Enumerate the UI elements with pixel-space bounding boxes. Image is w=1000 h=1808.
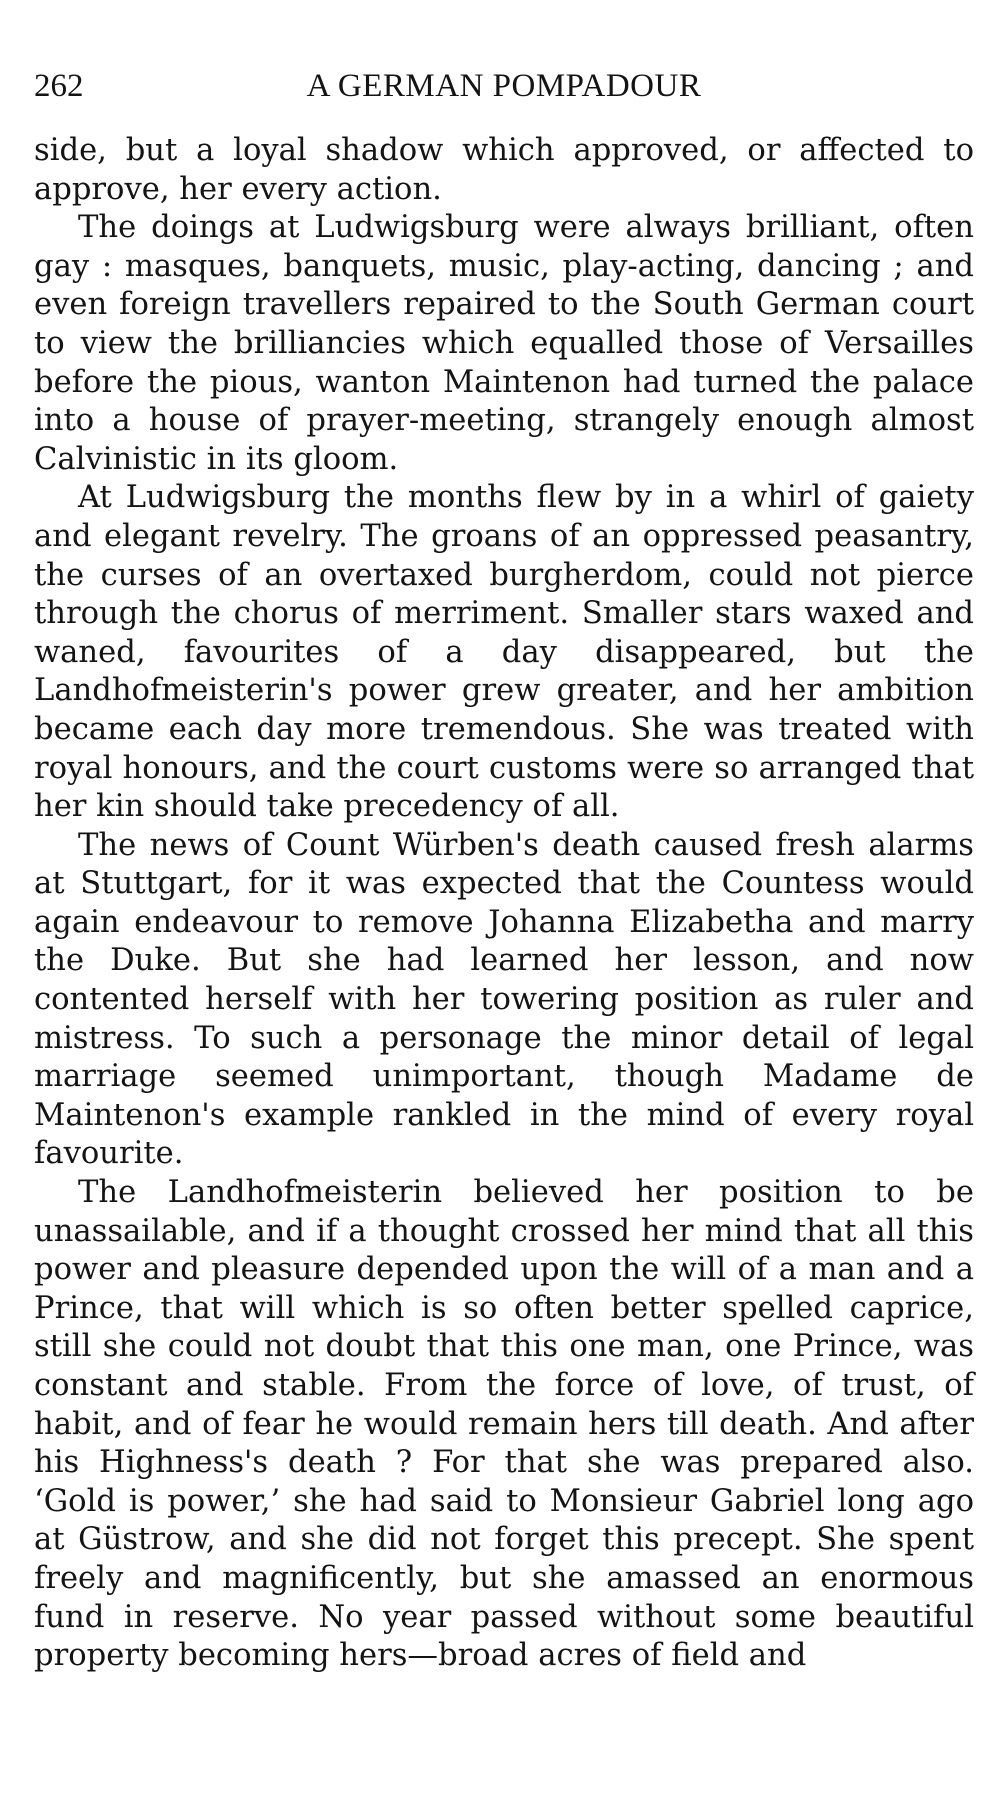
paragraph-continuation: side, but a loyal shadow which approved, or affected to approve, her every action. [34, 133, 974, 207]
paragraph-ludwigsburg-months: At Ludwigsburg the months flew by in a whirl of gaiety and elegant revelry. The groans of an oppressed peasantry, the curses of an overtaxed burgherdom, could not pierce through the chorus of merriment. Smaller stars waxed and waned, favourites of a day disappeared, but the Landhofmeisterin's power grew greater, and her ambition became each day more tremendous. She was treated with royal honours, and the court customs were so arranged that her kin should take precedency of all. [34, 480, 974, 825]
paragraph-ludwigsburg-doings: The doings at Ludwigsburg were always brilliant, often gay : masques, banquets, music, play-acting, dancing ; and even foreign travellers repaired to the South German court to view the brilliancies which equalled those of Versailles before the pious, wanton Maintenon had turned the palace into a house of prayer-meeting, strangely enough almost Calvinistic in its gloom. [34, 210, 974, 477]
running-title: A GERMAN POMPADOUR [306, 68, 702, 104]
paragraph-landhofmeisterin-position: The Landhofmeisterin believed her position to be unassailable, and if a thought crossed her mind that all this power and pleasure depended upon the will of a man and a Prince, that will which is so often better spelled caprice, still she could not doubt that this one man, one Prince, was constant and stable. From the force of love, of trust, of habit, and of fear he would remain hers till death. And after his Highness's death ? For that she was prepared also. ‘Gold is power,’ she had said to Monsieur Gabriel long ago at Güstrow, and she did not forget this precept. She spent freely and magnificently, but she amassed an enormous fund in reserve. No year passed without some beautiful property becoming hers—broad acres of field and [34, 1175, 974, 1674]
page-header [34, 60, 974, 112]
book-page [34, 60, 974, 1676]
page-number: 262 [34, 68, 84, 104]
body-text [34, 132, 974, 1676]
paragraph-count-wurben-death: The news of Count Würben's death caused fresh alarms at Stuttgart, for it was expected that the Countess would again endeavour to remove Johanna Elizabetha and marry the Duke. But she had learned her lesson, and now contented herself with her towering position as ruler and mistress. To such a personage the minor detail of legal marriage seemed unimportant, though Madame de Maintenon's example rankled in the mind of every royal favourite. [34, 827, 974, 1172]
